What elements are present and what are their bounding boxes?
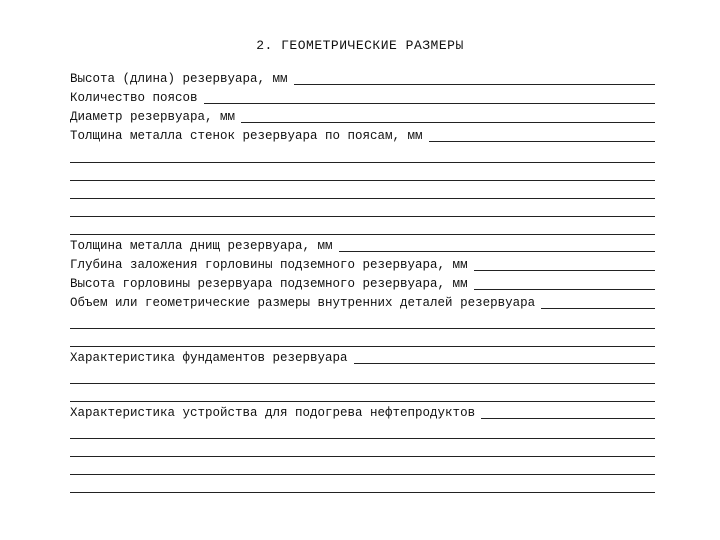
section-title: 2. ГЕОМЕТРИЧЕСКИЕ РАЗМЕРЫ	[256, 38, 464, 53]
answer-line[interactable]	[70, 492, 655, 493]
neck-height-field[interactable]	[474, 276, 655, 290]
belts-row	[70, 89, 655, 105]
neck-depth-field[interactable]	[474, 257, 655, 271]
belts-field[interactable]	[204, 90, 655, 104]
answer-line[interactable]	[70, 216, 655, 217]
foundation-field[interactable]	[354, 350, 655, 364]
answer-line[interactable]	[70, 438, 655, 439]
answer-line[interactable]	[70, 346, 655, 347]
height-row	[70, 70, 655, 86]
answer-line[interactable]	[70, 383, 655, 384]
bottom-thickness-field[interactable]	[339, 238, 655, 252]
internal-parts-label: Объем или геометрические размеры внутренних деталей резервуара	[70, 296, 536, 310]
heating-row	[70, 404, 655, 420]
diameter-field[interactable]	[241, 109, 655, 123]
answer-line[interactable]	[70, 234, 655, 235]
height-label: Высота (длина) резервуара, мм	[70, 72, 288, 86]
neck-depth-row	[70, 256, 655, 272]
neck-height-label: Высота горловины резервуара подземного резервуара, мм	[70, 277, 468, 291]
answer-line[interactable]	[70, 456, 655, 457]
neck-depth-label: Глубина заложения горловины подземного резервуара, мм	[70, 258, 468, 272]
internal-parts-row	[70, 294, 655, 310]
answer-line[interactable]	[70, 474, 655, 475]
heating-field[interactable]	[481, 405, 655, 419]
foundation-label: Характеристика фундаментов резервуара	[70, 351, 348, 365]
foundation-row	[70, 349, 655, 365]
neck-height-row	[70, 275, 655, 291]
wall-thickness-label: Толщина металла стенок резервуара по поясам, мм	[70, 129, 423, 143]
bottom-thickness-label: Толщина металла днищ резервуара, мм	[70, 239, 333, 253]
bottom-thickness-row	[70, 237, 655, 253]
belts-label: Количество поясов	[70, 91, 198, 105]
diameter-row	[70, 108, 655, 124]
wall-thickness-field[interactable]	[429, 128, 655, 142]
wall-thickness-row	[70, 127, 655, 143]
diameter-label: Диаметр резервуара, мм	[70, 110, 236, 124]
answer-line[interactable]	[70, 198, 655, 199]
answer-line[interactable]	[70, 328, 655, 329]
heating-label: Характеристика устройства для подогрева нефтепродуктов	[70, 406, 476, 420]
answer-line[interactable]	[70, 180, 655, 181]
height-field[interactable]	[294, 71, 655, 85]
answer-line[interactable]	[70, 401, 655, 402]
answer-line[interactable]	[70, 162, 655, 163]
internal-parts-field[interactable]	[541, 295, 655, 309]
